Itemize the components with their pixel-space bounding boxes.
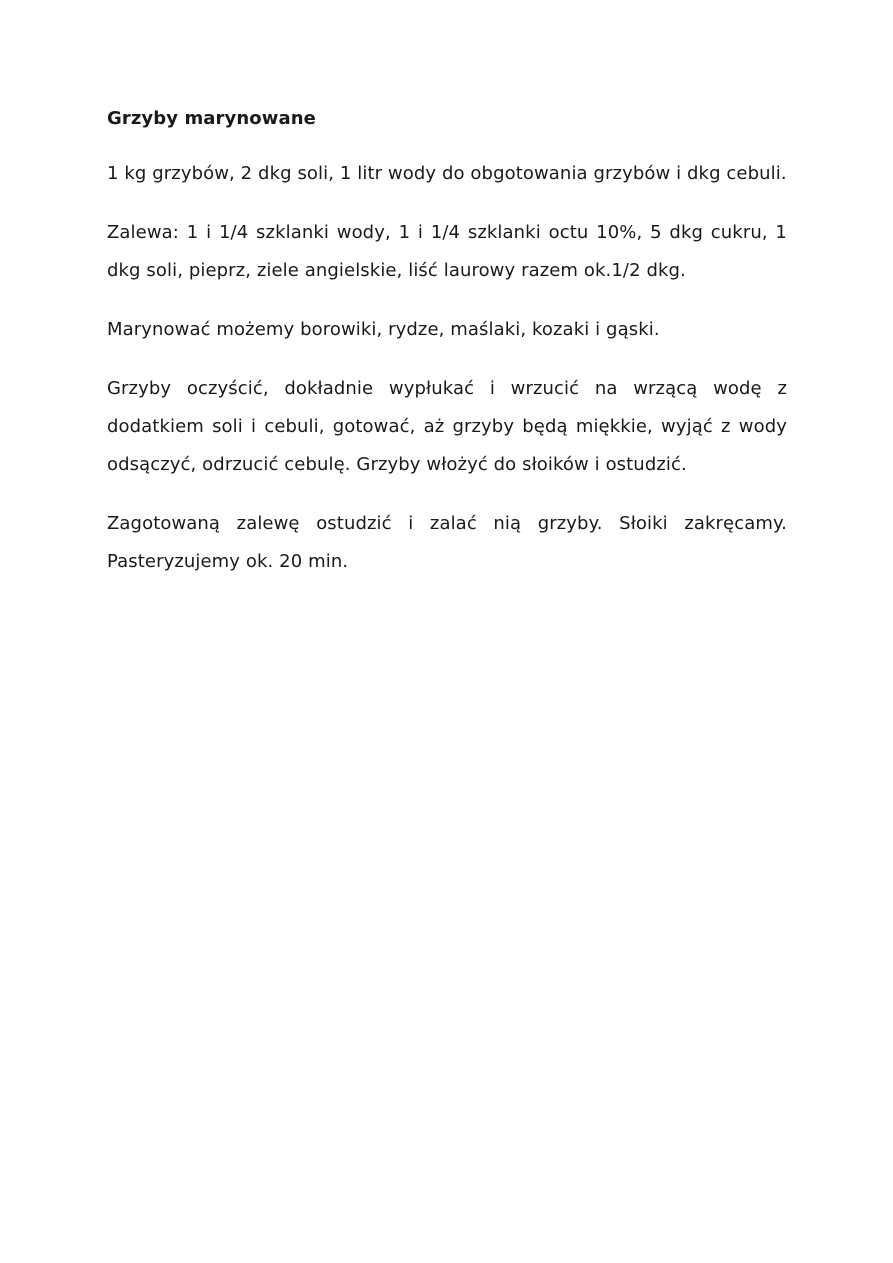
- preparation-paragraph: Grzyby oczyścić, dokładnie wypłukać i wrzucić na wrzącą wodę z dodatkiem soli i cebuli, gotować, aż grzyby będą miękkie, wyjąć z wody odsączyć, odrzucić cebulę. Grzyby włożyć do słoików i ostudzić.: [107, 378, 787, 475]
- document-body: [107, 104, 787, 602]
- ingredients-paragraph: 1 kg grzybów, 2 dkg soli, 1 litr wody do obgotowania grzybów i dkg cebuli.: [107, 163, 787, 184]
- recipe-title: Grzyby marynowane: [107, 108, 316, 129]
- brine-paragraph: Zalewa: 1 i 1/4 szklanki wody, 1 i 1/4 szklanki octu 10%, 5 dkg cukru, 1 dkg soli, pieprz, ziele angielskie, liść laurowy razem ok.1/2 dkg.: [107, 222, 787, 281]
- finishing-paragraph: Zagotowaną zalewę ostudzić i zalać nią grzyby. Słoiki zakręcamy. Pasteryzujemy ok. 20 min.: [107, 513, 787, 572]
- mushroom-types-paragraph: Marynować możemy borowiki, rydze, maślaki, kozaki i gąski.: [107, 319, 660, 340]
